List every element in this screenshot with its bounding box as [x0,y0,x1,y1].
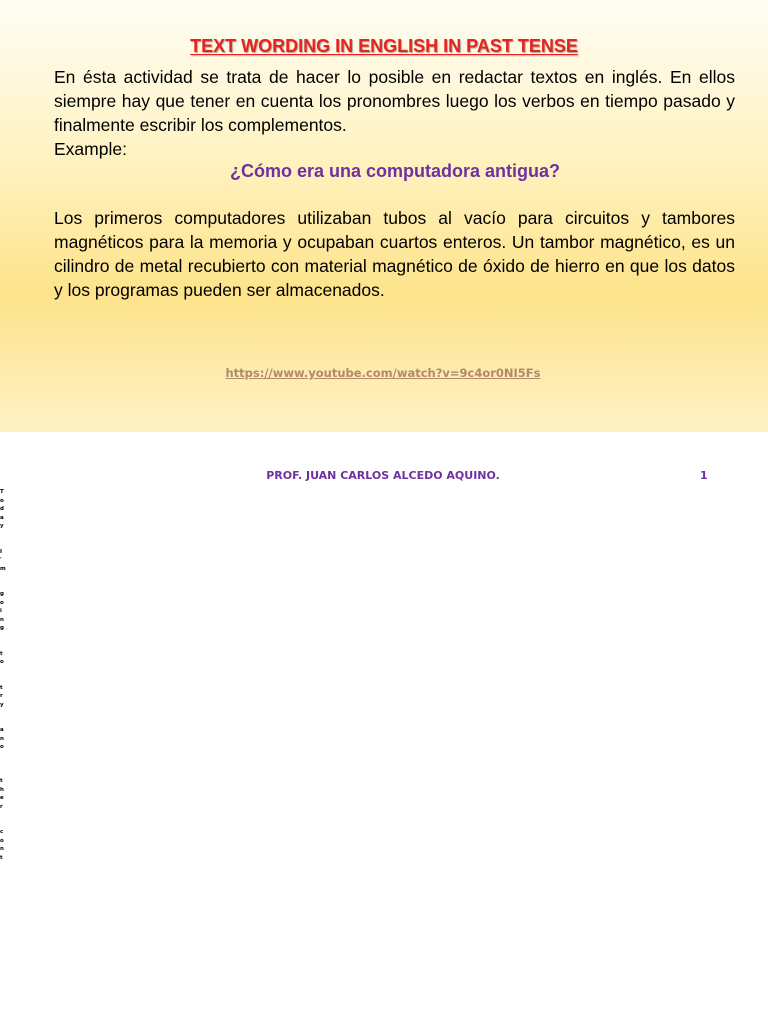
youtube-link[interactable]: https://www.youtube.com/watch?v=9c4or0NI5Fs [225,366,541,380]
example-paragraph: Los primeros computadores utilizaban tubos al vacío para circuitos y tambores magnéticos para la memoria y ocupaban cuartos enteros. Un tambor magnético, es un cilindro de metal recubierto con material magnético de óxido de hierro en que los datos y los programas pueden ser almacenados. [54,208,735,300]
example-question: ¿Cómo era una computadora antigua? [229,161,561,181]
slide [0,0,768,432]
vertical-side-note: T o d a y I ' m g o i n g t o t r y a n o t h e r c o n t [0,489,6,861]
intro-paragraph: En ésta actividad se trata de hacer lo posible en redactar textos en inglés. En ellos siempre hay que tener en cuenta los pronombres luego los verbos en tiempo pasado y finalmente escribir los complementos. [54,67,735,135]
slide-title: TEXT WORDING IN ENGLISH IN PAST TENSE [190,36,578,56]
example-label: Example: [54,139,127,159]
footer-author: PROF. JUAN CARLOS ALCEDO AQUINO. [266,469,500,482]
footer-page-number: 1 [700,469,708,482]
